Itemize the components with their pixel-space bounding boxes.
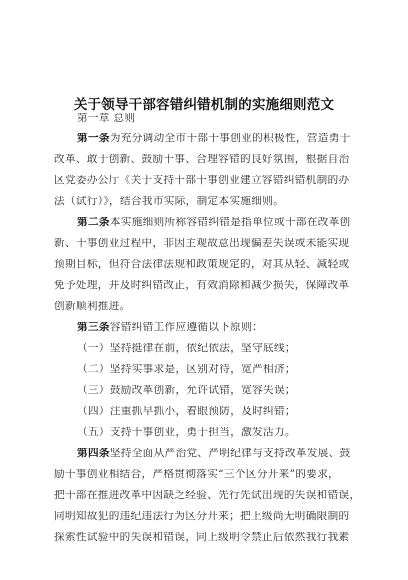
- article-4-line: 励干事创业相结合，严格贯彻落实“三个区分开来”的要求，: [54, 469, 340, 480]
- article-1-first-line: [77, 133, 351, 144]
- principle-item: （一）坚持挺律在前，依纪依法，坚守底线；: [77, 343, 296, 354]
- principle-item: （三）鼓励改革创新，允许试错，宽容失误；: [77, 385, 296, 396]
- article-1-label: 第一条: [77, 133, 110, 144]
- article-4-line: 探索性试验中的失误和错误，同上级明令禁止后依然我行我素: [54, 532, 350, 543]
- article-2-line: 创新顺利推进。: [54, 301, 131, 312]
- article-2-text: 本实施细则所称容错纠错是指单位或干部在改革创: [109, 217, 351, 228]
- article-4-line: 把干部在推进改革中因缺乏经验、先行先试出现的失误和错误，: [54, 490, 361, 501]
- article-1-line: 区党委办公厅《关于支持干部干事创业建立容错纠错机制的办: [54, 175, 350, 186]
- article-4-first-line: [77, 448, 351, 459]
- article-4-text: 坚持全面从严治党、严明纪律与支持改革发展、鼓: [109, 448, 351, 459]
- article-3-label: 第三条: [77, 322, 110, 333]
- principle-item: （二）坚持实事求是，区别对待，宽严相济；: [77, 364, 296, 375]
- article-1-line: 改革、敢于创新、鼓励干事、合理容错的良好氛围，根据自治: [54, 154, 350, 165]
- article-2-line: 免予处理，并及时纠错改正，有效消除和减少损失，保障改革: [54, 280, 350, 291]
- chapter-heading: 第一章 总则: [77, 113, 136, 124]
- principle-item: （四）注重抓早抓小，着眼预防，及时纠错；: [77, 406, 296, 417]
- article-3-first-line: [77, 322, 263, 333]
- article-2-line: 预期目标，但符合法律法规和政策规定的，对其从轻、减轻或: [54, 259, 350, 270]
- article-2-line: 新、干事创业过程中，非因主观故意出现偏差失误或未能实现: [54, 238, 350, 249]
- document-title: 关于领导干部容错纠错机制的实施细则范文: [73, 97, 335, 113]
- principle-item: （五）支持干事创业，勇于担当，激发活力。: [77, 427, 296, 438]
- article-1-text: 为充分调动全市干部干事创业的积极性，营造勇于: [109, 133, 351, 144]
- article-2-label: 第二条: [77, 217, 110, 228]
- article-4-label: 第四条: [77, 448, 110, 459]
- article-1-line: 法（试行）》，结合我市实际，制定本实施细则。: [54, 196, 285, 207]
- article-3-text: 容错纠错工作应遵循以下原则：: [109, 322, 264, 333]
- article-4-line: 同明知故犯的违纪违法行为区分开来；把上级尚无明确限制的: [54, 511, 350, 522]
- article-2-first-line: [77, 217, 351, 228]
